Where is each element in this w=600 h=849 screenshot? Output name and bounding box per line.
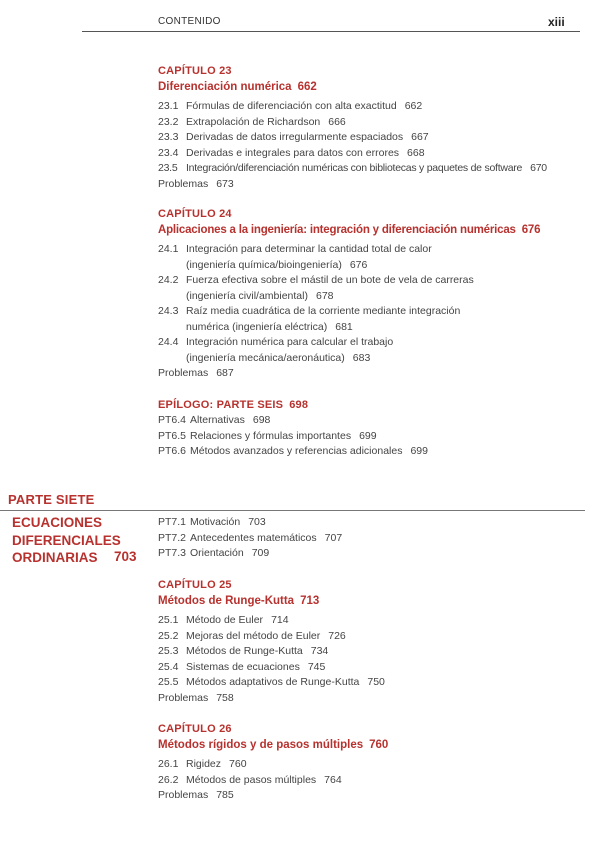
epilogue-title-text: EPÍLOGO: PARTE SEIS [158,399,284,411]
toc-entry-problems [158,691,588,707]
part-page: 703 [114,549,137,564]
part-rule [0,510,585,511]
entry-text: Raíz media cuadrática de la corriente mediante integración [186,305,461,317]
entry-page: 673 [216,177,234,190]
entry-page: 745 [307,660,326,673]
part-seven-intro [158,515,588,562]
chapter-label: CAPÍTULO 25 [158,579,232,591]
entry-page: 670 [530,162,547,174]
entry-text: Métodos de Runge-Kutta [186,645,303,657]
toc-entry-cont [158,351,588,367]
entry-page: 699 [410,445,428,457]
toc-entry [158,99,588,115]
part-seven-banner [0,491,585,511]
entry-text: Problemas [158,177,209,190]
entry-text: Métodos de pasos múltiples [186,773,317,786]
entry-number: 24.3 [158,305,179,317]
entry-number: 23.1 [158,100,179,112]
epilogue-title [158,398,588,413]
entry-page: 785 [216,789,234,801]
entry-number: 25.1 [158,614,179,626]
entry-text: Método de Euler [186,614,264,626]
chapter-26 [158,722,588,804]
entry-text: Métodos adaptativos de Runge-Kutta [186,676,360,688]
entry-text: Extrapolación de Richardson [186,115,321,128]
entry-number: 24.1 [158,243,179,255]
entry-page: 709 [251,547,270,559]
toc-entry [158,644,588,660]
toc-entry [158,773,588,789]
entry-text: Sistemas de ecuaciones [186,660,300,673]
entry-number: 26.2 [158,773,179,786]
entry-text: Mejoras del método de Euler [186,629,321,642]
entry-text: Alternativas [190,414,245,426]
entry-text: Antecedentes matemáticos [190,531,317,544]
entry-page: 764 [324,773,342,786]
entry-page: 676 [349,258,368,271]
toc-entry [158,335,588,351]
entry-page: 758 [216,691,234,704]
toc-entry [158,146,588,162]
entry-number: 23.2 [158,115,179,128]
entry-page: 750 [367,676,385,688]
entry-page: 703 [248,516,266,528]
toc-entry-problems [158,366,588,382]
entry-page: 699 [359,429,377,442]
entry-number: 23.5 [158,162,178,174]
chapter-title-text: Diferenciación numérica [158,81,292,93]
header-rule [82,31,580,32]
entry-text: Problemas [158,691,209,704]
entry-text: Motivación [190,516,241,528]
epilogue-page: 698 [289,399,309,411]
entry-page: 707 [324,531,343,544]
entry-text: Fórmulas de diferenciación con alta exactitud [186,100,397,112]
chapter-title-text: Aplicaciones a la ingeniería: integración y diferenciación numéricas [158,224,516,236]
toc-entry [158,515,588,531]
toc-entry [158,161,588,177]
entry-number: 23.3 [158,131,179,143]
chapter-page: 713 [300,595,320,607]
entry-text: Métodos avanzados y referencias adicionales [190,445,403,457]
entry-number: PT7.3 [158,547,187,559]
entry-page: 662 [404,100,423,112]
chapter-title [158,593,588,610]
chapter-title [158,737,588,754]
entry-number: 24.2 [158,274,179,286]
toc-entry-cont [158,320,588,336]
entry-number: PT6.5 [158,429,187,442]
entry-text: Derivadas e integrales para datos con errores [186,146,400,159]
entry-text: Integración/diferenciación numéricas con bibliotecas y paquetes de software [186,162,523,174]
entry-text: Relaciones y fórmulas importantes [190,429,352,442]
entry-text: numérica (ingeniería eléctrica) [186,320,328,333]
page-number: xiii [548,15,565,29]
entry-text: Rigidez [186,758,222,770]
chapter-label: CAPÍTULO 23 [158,65,232,77]
entry-number: PT6.6 [158,445,187,457]
entry-text: (ingeniería mecánica/aeronáutica) [186,351,345,364]
entry-page: 683 [352,351,371,364]
chapter-page: 760 [369,739,389,751]
chapter-label: CAPÍTULO 26 [158,723,232,735]
entry-text: Integración numérica para calcular el trabajo [186,336,394,348]
toc-entry [158,444,588,460]
entry-number: 25.2 [158,629,179,642]
toc-entry [158,115,588,131]
toc-entry [158,546,588,562]
chapter-title-text: Métodos rígidos y de pasos múltiples [158,739,364,751]
chapter-title [158,79,588,96]
chapter-title-text: Métodos de Runge-Kutta [158,595,295,607]
chapter-page: 676 [521,224,541,236]
entry-page: 678 [315,289,334,302]
entry-text: Problemas [158,789,209,801]
entry-page: 734 [310,645,329,657]
entry-number: PT7.2 [158,531,187,544]
entry-number: PT7.1 [158,516,187,528]
toc-entry [158,629,588,645]
entry-number: 25.3 [158,645,179,657]
toc-entry [158,531,588,547]
chapter-label: CAPÍTULO 24 [158,208,232,220]
entry-text: Problemas [158,367,209,379]
chapter-title [158,222,588,239]
entry-page: 726 [328,629,346,642]
toc-entry [158,660,588,676]
toc-entry [158,304,588,320]
toc-entry-problems [158,177,588,193]
entry-text: Orientación [190,547,244,559]
toc-entry [158,429,588,445]
entry-page: 681 [335,320,353,333]
part-label: PARTE SIETE [8,492,95,507]
entry-text: Fuerza efectiva sobre el mástil de un bote de vela de carreras [186,274,474,286]
toc-entry-cont [158,289,588,305]
toc-entry [158,675,588,691]
toc-entry-cont [158,258,588,274]
entry-text: (ingeniería civil/ambiental) [186,289,308,302]
entry-page: 687 [216,367,234,379]
chapter-24 [158,207,588,382]
entry-text: Derivadas de datos irregularmente espaciados [186,131,404,143]
entry-page: 666 [328,115,346,128]
entry-page: 668 [407,146,425,159]
toc-entry [158,273,588,289]
entry-text: Integración para determinar la cantidad total de calor [186,243,432,255]
toc-entry [158,242,588,258]
entry-page: 760 [229,758,247,770]
toc-entry-problems [158,788,588,804]
part-title-line: ORDINARIAS [12,550,98,565]
epilogue-part-six [158,398,588,460]
entry-number: 25.5 [158,676,179,688]
entry-number: 25.4 [158,660,179,673]
entry-text: (ingeniería química/bioingeniería) [186,258,342,271]
part-title [12,514,121,567]
toc-entry [158,757,588,773]
toc-entry [158,130,588,146]
entry-page: 667 [411,131,429,143]
toc-entry [158,613,588,629]
chapter-25 [158,578,588,706]
entry-page: 714 [271,614,289,626]
part-title-line: ECUACIONES [12,515,103,530]
running-header: CONTENIDO [158,16,221,27]
entry-number: 23.4 [158,146,179,159]
part-title-line: DIFERENCIALES [12,532,121,548]
toc-entry [158,413,588,429]
chapter-page: 662 [297,81,317,93]
entry-number: PT6.4 [158,414,187,426]
entry-page: 698 [252,414,271,426]
entry-number: 26.1 [158,758,179,770]
chapter-23 [158,64,588,192]
entry-number: 24.4 [158,336,179,348]
